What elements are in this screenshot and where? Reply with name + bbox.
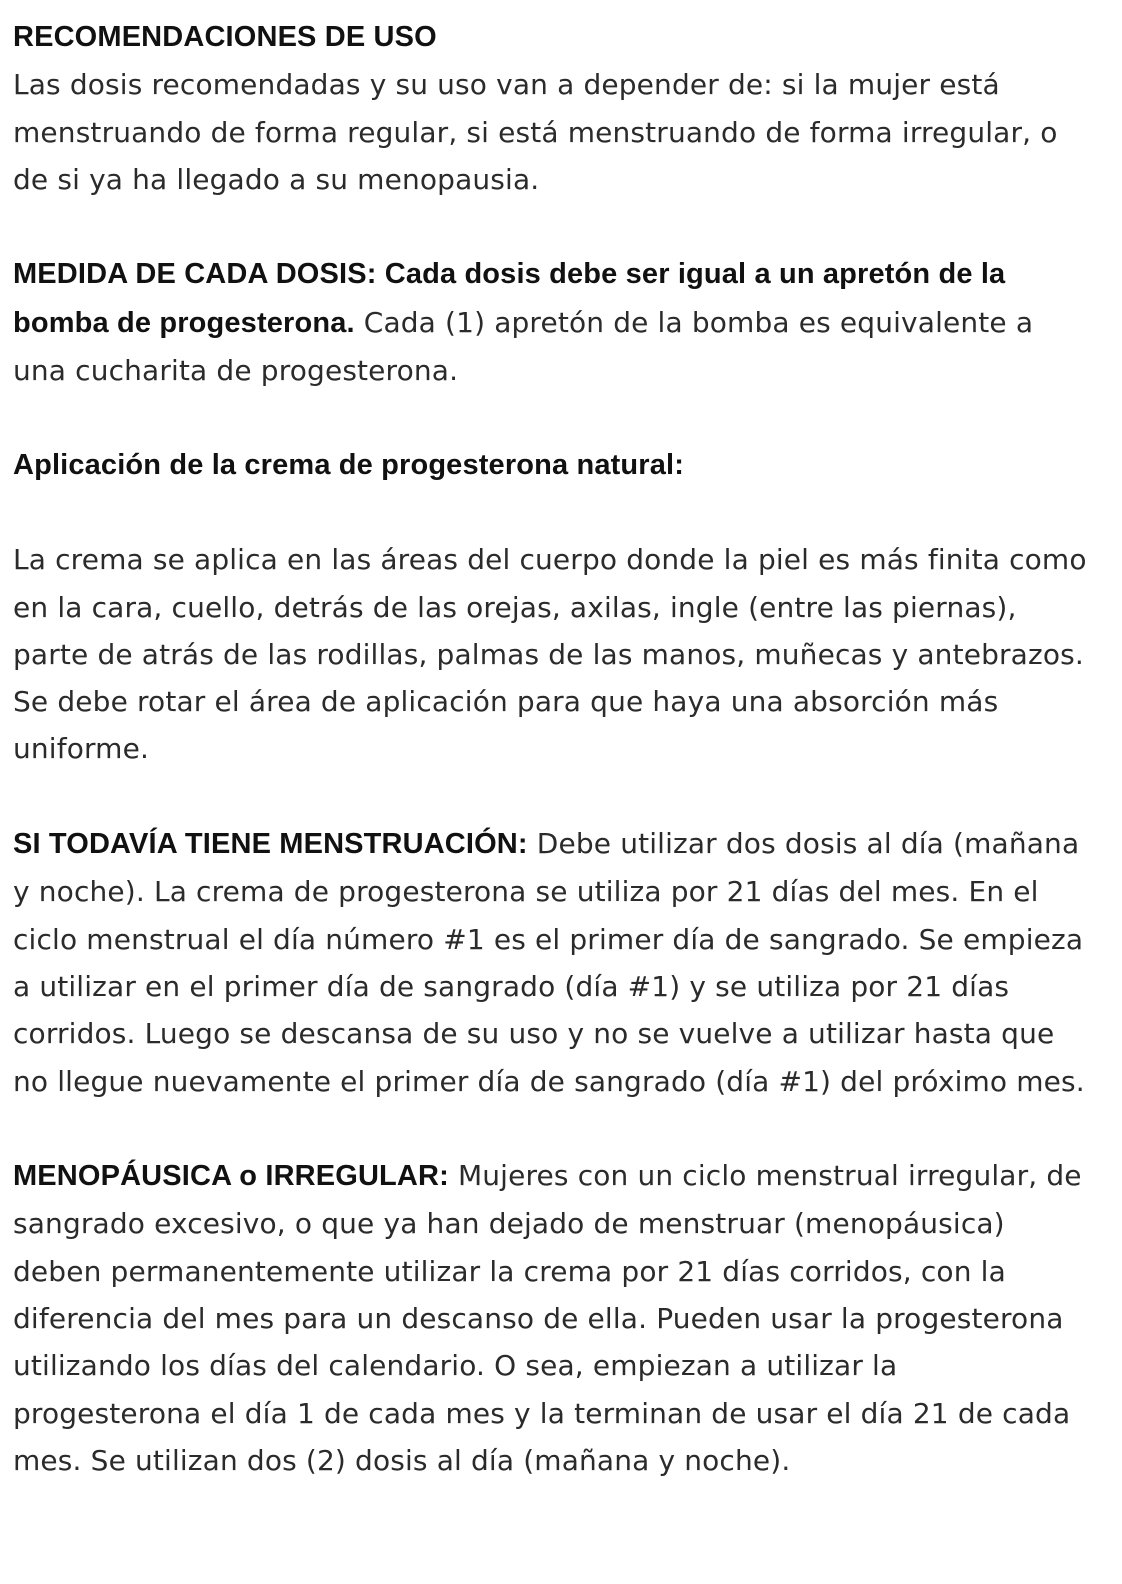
menstruacion-label: SI TODAVÍA TIENE MENSTRUACIÓN:	[13, 828, 528, 861]
section-heading-aplicacion: Aplicación de la crema de progesterona natural:	[13, 448, 685, 481]
medida-label: MEDIDA DE CADA DOSIS:	[13, 258, 377, 291]
menopausica-label: MENOPÁUSICA o IRREGULAR:	[13, 1160, 449, 1193]
paragraph-recomendaciones: Las dosis recomendadas y su uso van a depender de: si la mujer está menstruando de forma regular, si está menstruando de forma irregular, o de si ya ha llegado a su menopausia.	[13, 68, 1058, 196]
paragraph-spacer	[13, 394, 1092, 441]
menstruacion-text: Debe utilizar dos dosis al día (mañana y noche). La crema de progesterona se utiliza por 21 días del mes. En el ciclo menstrual el día número #1 es el primer día de sangrado. Se empieza a utilizar en el primer día de sangrado (día #1) y se utiliza por 21 días corridos. Luego se descansa de su uso y no se vuelve a utilizar hasta que no llegue nuevamente el primer día de sangrado (día #1) del próximo mes.	[13, 827, 1085, 1098]
paragraph-aplicacion: La crema se aplica en las áreas del cuerpo donde la piel es más finita como en la cara, cuello, detrás de las orejas, axilas, ingle (entre las piernas), parte de atrás de las rodillas, palmas de las manos, muñecas y antebrazos. Se debe rotar el área de aplicación para que haya una absorción más uniforme.	[13, 543, 1087, 766]
medida-bold-text: Cada dosis debe ser igual a un apretón de la bomba de progesterona.	[13, 258, 1006, 339]
menopausica-text: Mujeres con un ciclo menstrual irregular, de sangrado excesivo, o que ya han dejado de menstruar (menopáusica) deben permanentemente utilizar la crema por 21 días corridos, con la diferencia del mes para un descanso de ella. Pueden usar la progesterona utilizando los días del calendario. O sea, empiezan a utilizar la progesterona el día 1 de cada mes y la terminan de usar el día 21 de cada mes. Se utilizan dos (2) dosis al día (mañana y noche).	[13, 1159, 1082, 1477]
paragraph-spacer	[13, 203, 1092, 250]
paragraph-spacer	[13, 1105, 1092, 1152]
paragraph-spacer	[13, 773, 1092, 820]
paragraph-medida	[13, 250, 1092, 394]
section-title-recomendaciones: RECOMENDACIONES DE USO	[13, 21, 437, 53]
medida-text: Cada (1) apretón de la bomba es equivalente a una cucharita de progesterona.	[13, 305, 1034, 388]
paragraph-menopausica	[13, 1152, 1092, 1484]
paragraph-menstruacion	[13, 820, 1092, 1105]
paragraph-spacer	[13, 489, 1092, 536]
